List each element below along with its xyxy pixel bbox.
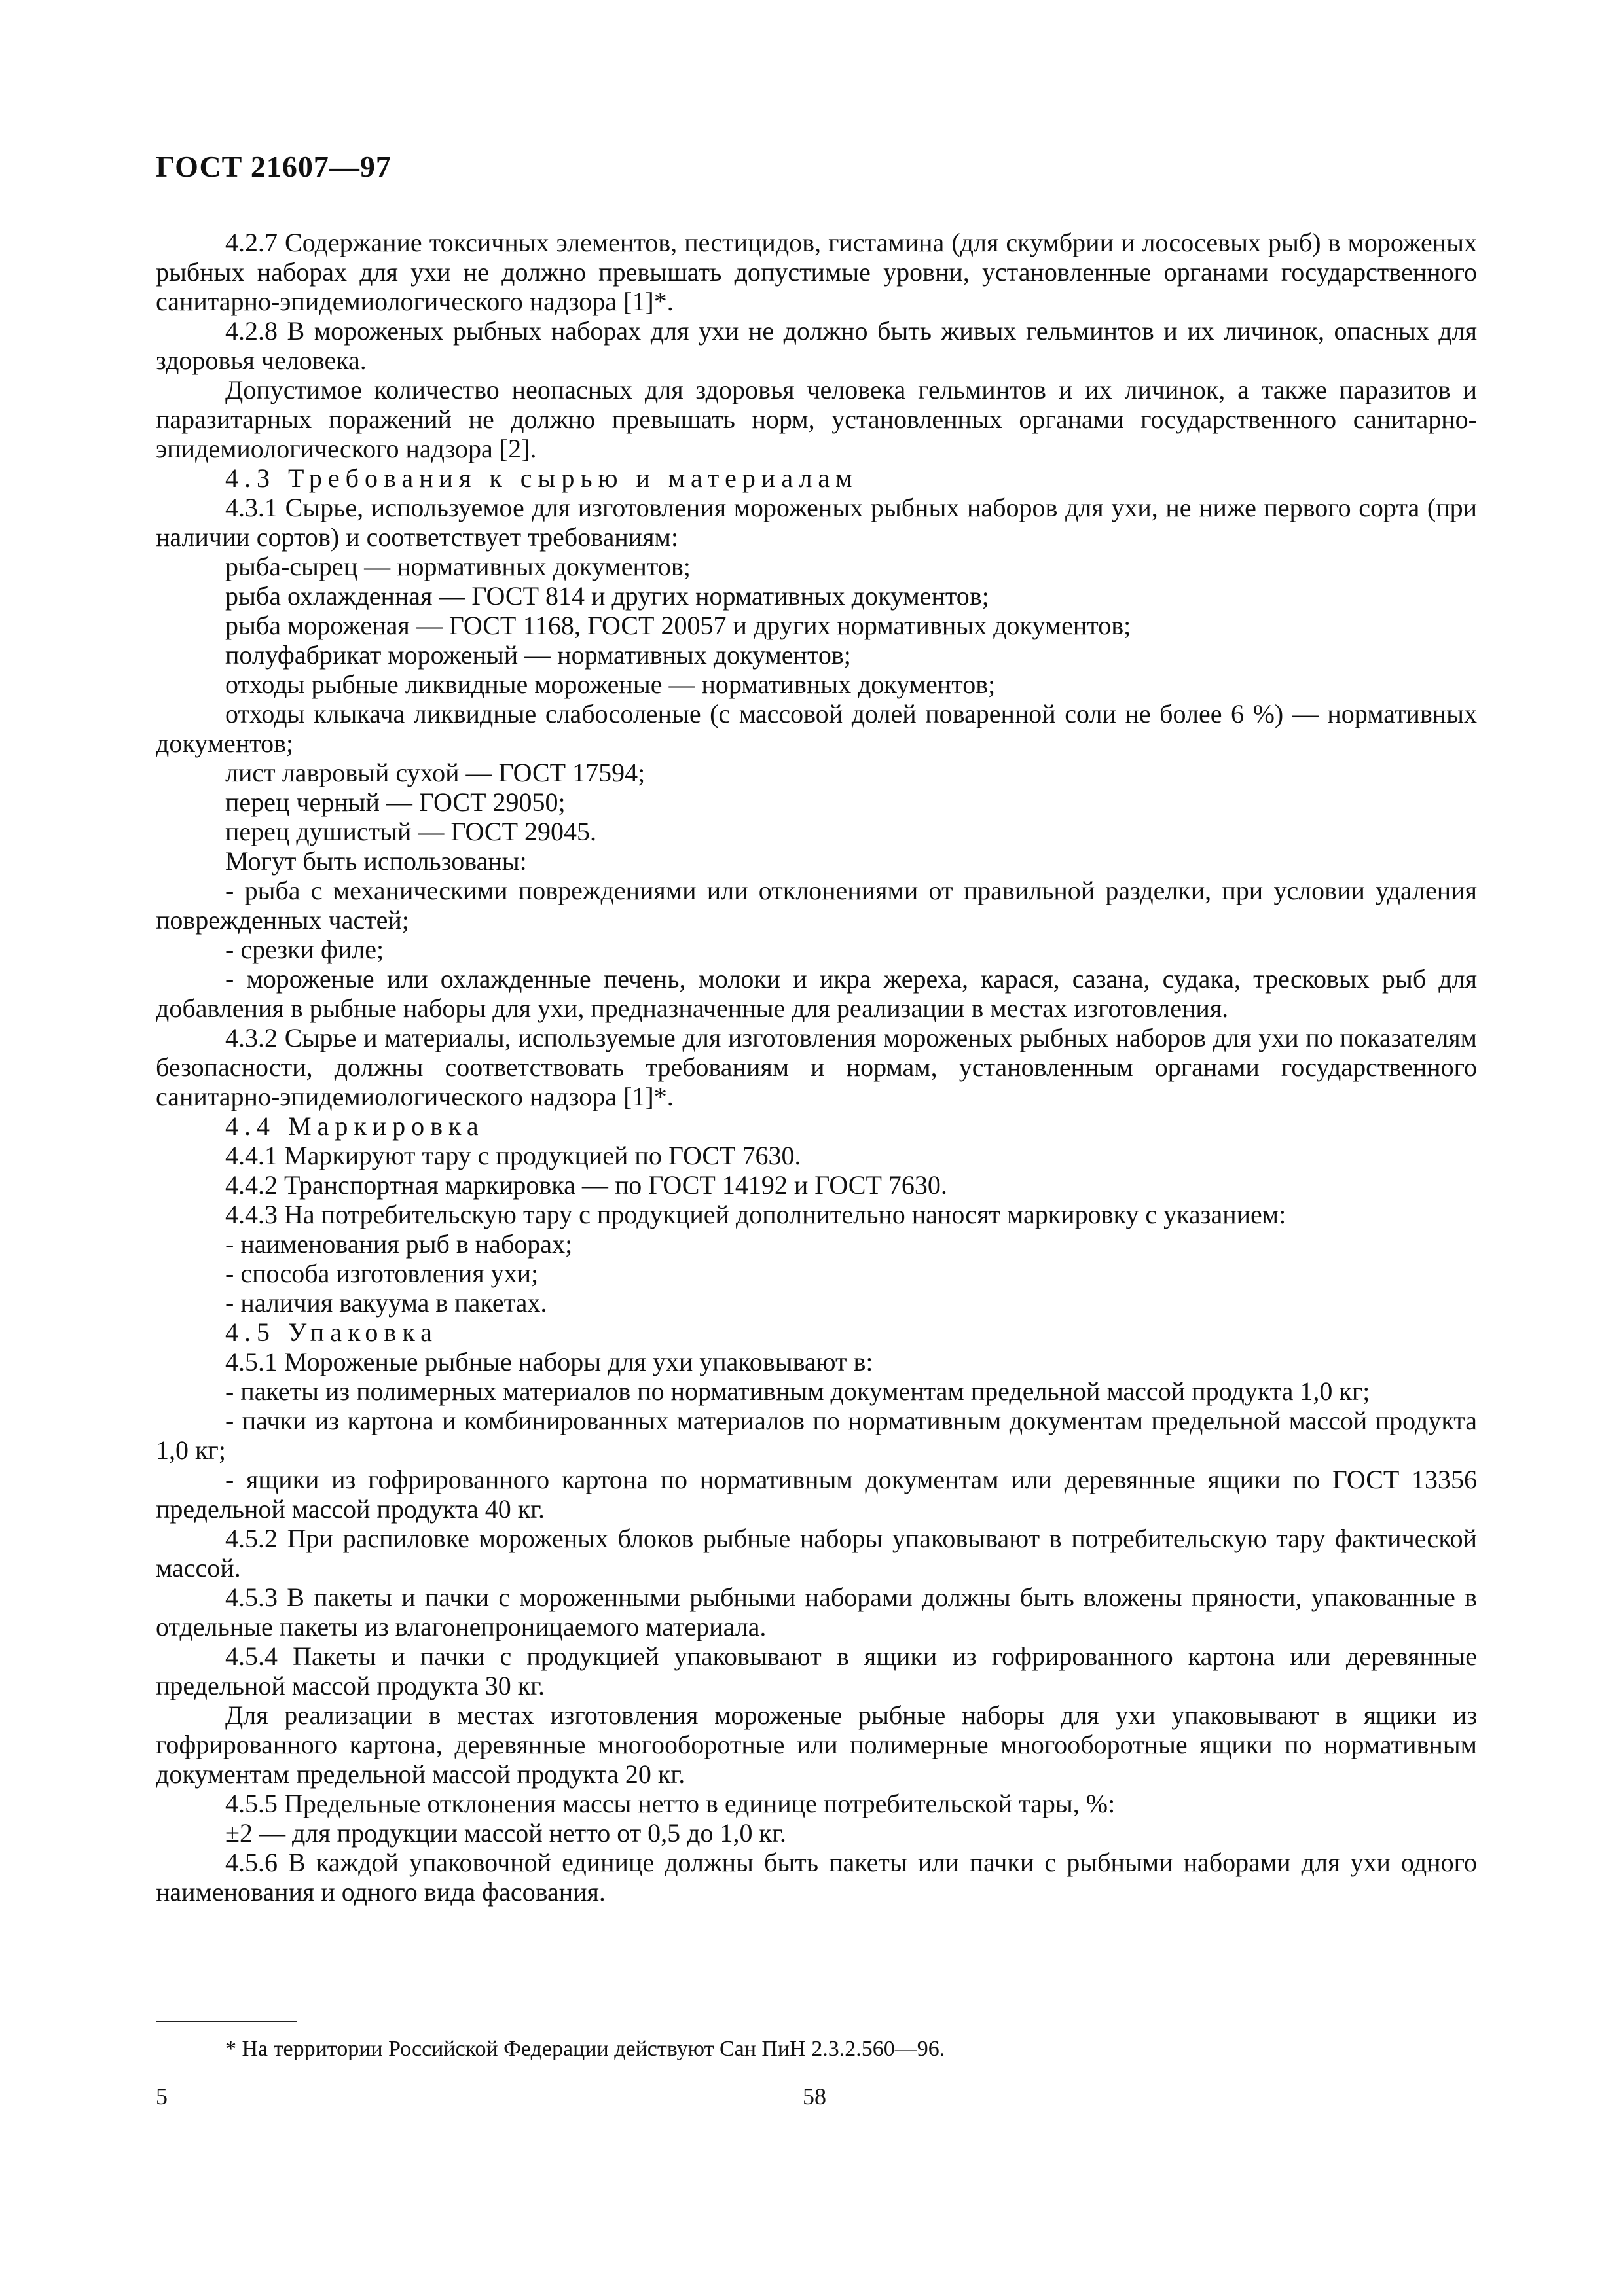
paragraph: Допустимое количество неопасных для здоровья человека гельминтов и их личинок, а также паразитов и паразитарных поражений не должно превышать норм, установленных органами государственного санитарно-эпидемиологического надзора [2]. (156, 375, 1477, 463)
paragraph: Для реализации в местах изготовления мороженые рыбные наборы для ухи упаковывают в ящики из гофрированного картона, деревянные многооборотные или полимерные многооборотные ящики по нормативным документам предельной массой продукта 20 кг. (156, 1700, 1477, 1789)
paragraph: рыба-сырец — нормативных документов; (225, 552, 691, 581)
paragraph: - наличия вакуума в пакетах. (225, 1288, 547, 1318)
paragraph: перец душистый — ГОСТ 29045. (225, 817, 597, 846)
paragraph: 4.5.3 В пакеты и пачки с мороженными рыбными наборами должны быть вложены пряности, упакованные в отдельные пакеты из влагонепроницаемого материала. (156, 1583, 1477, 1641)
paragraph: - наименования рыб в наборах; (225, 1229, 573, 1259)
document-header: ГОСТ 21607—97 (156, 150, 392, 183)
paragraph: 4.5 Упаковка (225, 1318, 438, 1347)
footnote: * На территории Российской Федерации действуют Сан ПиН 2.3.2.560—96. (225, 2037, 945, 2061)
paragraph: 4.2.8 В мороженых рыбных наборах для ухи не должно быть живых гельминтов и их личинок, опасных для здоровья человека. (156, 316, 1477, 375)
paragraph: 4.4.3 На потребительскую тару с продукцией дополнительно наносят маркировку с указанием: (225, 1200, 1286, 1229)
page-number-left: 5 (156, 2083, 168, 2109)
paragraph: 4.5.5 Предельные отклонения массы нетто в единице потребительской тары, %: (225, 1789, 1116, 1818)
paragraph: 4.3.2 Сырье и материалы, используемые для изготовления мороженых рыбных наборов для ухи по показателям безопасности, должны соответствовать требованиям и нормам, установленным органами государственного санитарно-эпидемиологического надзора [1]*. (156, 1023, 1477, 1111)
paragraph: 4.5.4 Пакеты и пачки с продукцией упаковывают в ящики из гофрированного картона или деревянные предельной массой продукта 30 кг. (156, 1641, 1477, 1700)
paragraph: рыба мороженая — ГОСТ 1168, ГОСТ 20057 и других нормативных документов; (225, 611, 1131, 640)
paragraph: 4.5.2 При распиловке мороженых блоков рыбные наборы упаковывают в потребительскую тару фактической массой. (156, 1524, 1477, 1583)
paragraph: - пачки из картона и комбинированных материалов по нормативным документам предельной массой продукта 1,0 кг; (156, 1406, 1477, 1465)
paragraph: 4.4 Маркировка (225, 1111, 484, 1141)
paragraph: Могут быть использованы: (225, 846, 527, 876)
paragraph: - срезки филе; (225, 935, 384, 964)
paragraph: - пакеты из полимерных материалов по нормативным документам предельной массой продукта 1,0 кг; (225, 1376, 1370, 1406)
paragraph: 4.4.2 Транспортная маркировка — по ГОСТ 14192 и ГОСТ 7630. (225, 1170, 947, 1200)
paragraph: 4.3.1 Сырье, используемое для изготовления мороженых рыбных наборов для ухи, не ниже первого сорта (при наличии сортов) и соответствует требованиям: (156, 493, 1477, 552)
paragraph: 4.5.1 Мороженые рыбные наборы для ухи упаковывают в: (225, 1347, 873, 1376)
paragraph: - ящики из гофрированного картона по нормативным документам или деревянные ящики по ГОСТ 13356 предельной массой продукта 40 кг. (156, 1465, 1477, 1524)
paragraph: рыба охлажденная — ГОСТ 814 и других нормативных документов; (225, 581, 989, 611)
document-body (156, 228, 1477, 1907)
paragraph: лист лавровый сухой — ГОСТ 17594; (225, 758, 646, 787)
page-number-center: 58 (803, 2083, 826, 2109)
paragraph: - рыба с механическими повреждениями или отклонениями от правильной разделки, при условии удаления поврежденных частей; (156, 876, 1477, 935)
paragraph: ±2 — для продукции массой нетто от 0,5 до 1,0 кг. (225, 1818, 786, 1848)
paragraph: 4.2.7 Содержание токсичных элементов, пестицидов, гистамина (для скумбрии и лососевых рыб) в мороженых рыбных наборах для ухи не должно превышать допустимые уровни, установленные органами государственного санитарно-эпидемиологического надзора [1]*. (156, 228, 1477, 316)
footnote-divider (156, 2021, 297, 2022)
paragraph: 4.4.1 Маркируют тару с продукцией по ГОСТ 7630. (225, 1141, 801, 1170)
paragraph: - мороженые или охлажденные печень, молоки и икра жереха, карася, сазана, судака, тресковых рыб для добавления в рыбные наборы для ухи, предназначенные для реализации в местах изготовления. (156, 964, 1477, 1023)
paragraph: полуфабрикат мороженый — нормативных документов; (225, 640, 851, 670)
paragraph: 4.3 Требования к сырью и материалам (225, 463, 858, 493)
paragraph: отходы клыкача ликвидные слабосоленые (с массовой долей поваренной соли не более 6 %) — нормативных документов; (156, 699, 1477, 758)
paragraph: - способа изготовления ухи; (225, 1259, 539, 1288)
paragraph: 4.5.6 В каждой упаковочной единице должны быть пакеты или пачки с рыбными наборами для ухи одного наименования и одного вида фасования. (156, 1848, 1477, 1907)
paragraph: отходы рыбные ликвидные мороженые — нормативных документов; (225, 670, 996, 699)
paragraph: перец черный — ГОСТ 29050; (225, 787, 566, 817)
